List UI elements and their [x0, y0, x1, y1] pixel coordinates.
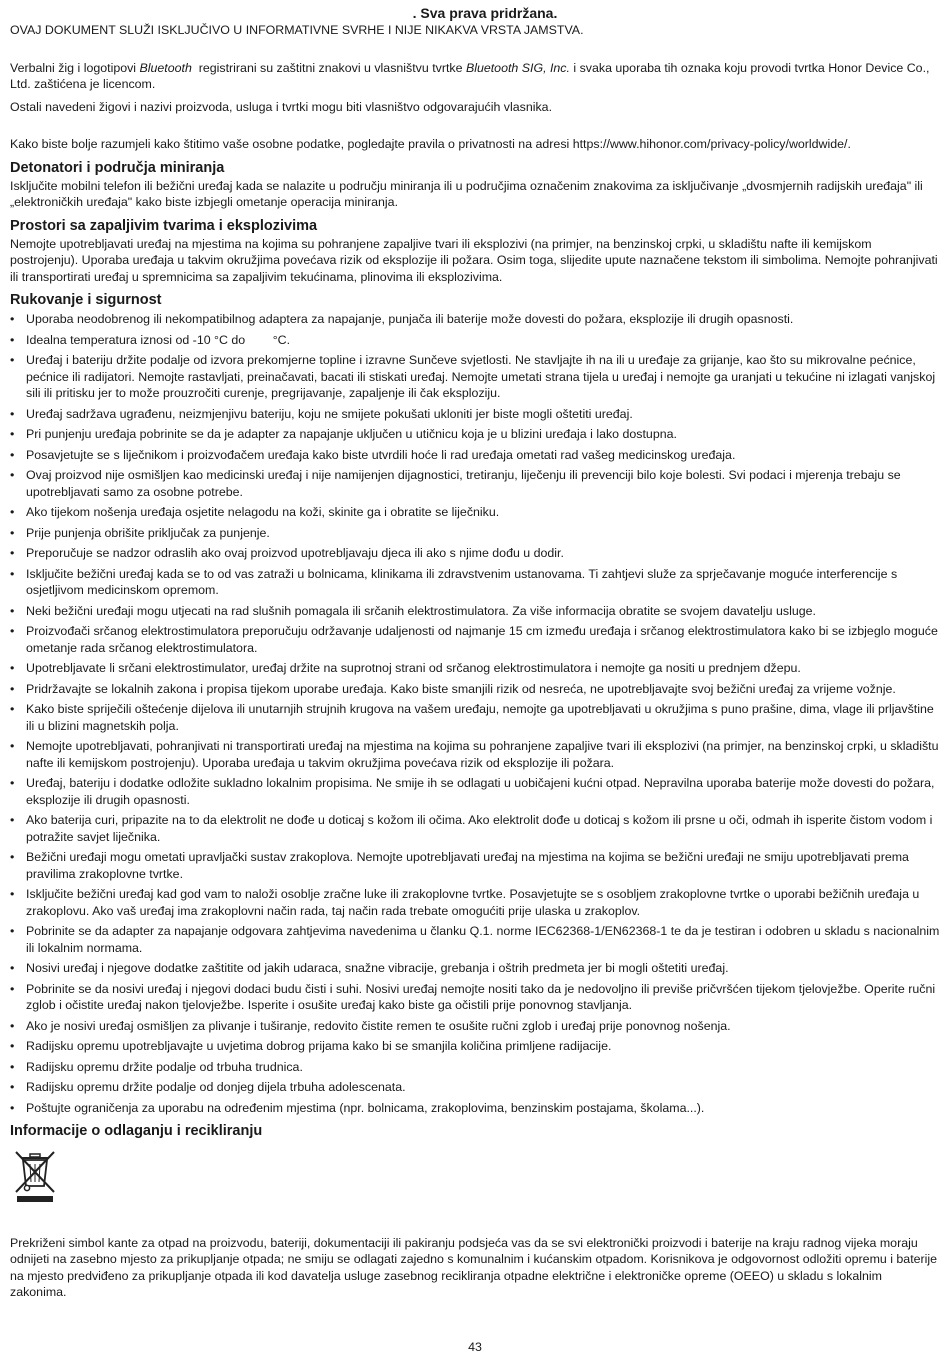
handling-list-item — [10, 1079, 940, 1096]
handling-list-item-text: Poštujte ograničenja za uporabu na određenim mjestima (npr. bolnicama, zrakoplovima, benzinskim postajama, školama...). — [26, 1100, 705, 1115]
bullet-icon: • — [10, 850, 15, 864]
handling-list-item-text: Radijsku opremu držite podalje od trbuha trudnica. — [26, 1059, 303, 1074]
handling-list-item-text: Upotrebljavate li srčani elektrostimulator, uređaj držite na suprotnoj strani od srčanog elektrostimulatora i nemojte ga nositi u prednjem džepu. — [26, 661, 801, 675]
handling-list-item-text: Posavjetujte se s liječnikom i proizvođačem uređaja kako biste utvrdili hoće li rad uređaja ometati rad vašeg medicinskog uređaja. — [26, 447, 736, 462]
trademark-text-mid: registrirani su zaštitni znakovi u vlasništvu tvrtke — [191, 60, 466, 75]
trademark-bluetooth-sig: Bluetooth SIG, Inc. — [465, 60, 570, 75]
handling-list-item — [10, 504, 940, 521]
bullet-icon: • — [10, 739, 15, 753]
handling-list-item-text: Bežični uređaji mogu ometati upravljački sustav zrakoplova. Nemojte upotrebljavati uređaj na mjestima na kojima se bežični uređaji ne smiju upotrebljavati prema pravilima zrakoplovne tvrtke. — [26, 850, 913, 881]
handling-list-item — [10, 849, 940, 882]
section-title-detonators: Detonatori i područja miniranja — [10, 159, 225, 176]
handling-list-item — [10, 981, 940, 1014]
handling-list-item — [10, 603, 940, 620]
handling-list-item — [10, 545, 940, 562]
bullet-icon: • — [10, 525, 15, 540]
handling-list-item — [10, 960, 940, 977]
section-title-handling: Rukovanje i sigurnost — [10, 292, 162, 308]
handling-list-item-text: Isključite bežični uređaj kada se to od vas zatraži u bolnicama, klinikama ili zdravstvenim ustanovama. Ti zahtjevi služe za sprječavanje moguće interferencije s osjetljivom medicinskom opremom. — [26, 566, 901, 597]
bullet-icon: • — [10, 406, 15, 421]
bullet-icon: • — [10, 981, 15, 996]
bullet-icon: • — [10, 332, 15, 347]
handling-list-item-text: Prije punjenja obrišite priključak za punjenje. — [26, 525, 270, 540]
handling-list-item — [10, 660, 940, 677]
handling-list-item — [10, 681, 940, 698]
bullet-icon: • — [10, 505, 15, 519]
handling-list-item-text: Pobrinite se da nosivi uređaj i njegovi dodaci budu čisti i suhi. Nosivi uređaj nemojte nositi tako da je nedovoljno ili previše pričvršćen tijekom tjelovježbe. Operite ručni zglob i očistite uređaj nakon tjelovježbe. Isperite i osušite uređaj kako biste ga očistili prije ponovnog stavljanja. — [26, 981, 939, 1012]
bullet-icon: • — [10, 1018, 15, 1033]
handling-list-item-text: Pri punjenju uređaja pobrinite se da je adapter za napajanje uključen u utičnicu koja je u blizini uređaja i lako dostupna. — [26, 427, 677, 441]
section-title-recycling: Informacije o odlaganju i recikliranju — [10, 1123, 263, 1139]
handling-list-item-text: Radijsku opremu držite podalje od donjeg dijela trbuha adolescenata. — [26, 1080, 406, 1094]
bullet-icon: • — [10, 566, 15, 581]
bullet-icon: • — [10, 353, 15, 367]
handling-list-item — [10, 886, 940, 919]
handling-list-item — [10, 467, 940, 500]
bullet-icon: • — [10, 1059, 15, 1074]
handling-list-item-text: Uređaj sadržava ugrađenu, neizmjenjivu bateriju, koju ne smijete pokušati ukloniti jer biste mogli oštetiti uređaj. — [26, 406, 633, 421]
bullet-icon: • — [10, 603, 15, 618]
handling-list-item — [10, 923, 943, 956]
handling-list-item — [10, 352, 940, 402]
handling-list-item-text: Ovaj proizvod nije osmišljen kao medicinski uređaj i nije namijenjen dijagnostici, tretiranju, liječenju ili prevenciji bilo koje bolesti. Svi podaci i mjerenja trebaju se upotrebljavati samo za osobne potrebe. — [26, 468, 905, 499]
handling-list-item-text: Nemojte upotrebljavati, pohranjivati ni transportirati uređaj na mjestima na kojima su pohranjene zapaljive tvari ili eksplozivi (na primjer, na benzinskoj crpki, u skladištu nafte ili kemijskom postrojenju). Uporaba uređaja u takvim okružjima povećava rizik od eksplozije ili požara. — [26, 739, 942, 770]
trademark-paragraph — [10, 60, 940, 93]
handling-list-item-text: Kako biste spriječili oštećenje dijelova ili unutarnjih strujnih krugova na vašem uređaju, nemojte ga upotrebljavati u okružjima s puno prašine, dima, vlage ili prljavštine ili u blizini magnetskih polja. — [26, 702, 938, 733]
bullet-icon: • — [10, 427, 15, 441]
handling-list-item — [10, 738, 940, 771]
handling-list-item-text: Uporaba neodobrenog ili nekompatibilnog adaptera za napajanje, punjača ili baterije može dovesti do požara, eksplozije ili drugih opasnosti. — [26, 312, 794, 326]
crossed-out-wheelie-bin-icon — [12, 1148, 58, 1204]
handling-list-item — [10, 426, 940, 443]
bullet-icon: • — [10, 681, 15, 696]
handling-list-item — [10, 332, 940, 349]
handling-list-item-text: Ako je nosivi uređaj osmišljen za plivanje i tuširanje, redovito čistite remen te osušite ručni zglob i uređaj prije ponovnog nošenja. — [26, 1018, 731, 1033]
bullet-icon: • — [10, 546, 15, 560]
bullet-icon: • — [10, 887, 15, 901]
privacy-paragraph: Kako biste bolje razumjeli kako štitimo vaše osobne podatke, pogledajte pravila o privatnosti na adresi https://www.hihonor.com/privacy-policy/worldwide/. — [10, 137, 851, 151]
document-page — [10, 4, 943, 1301]
disclaimer: OVAJ DOKUMENT SLUŽI ISKLJUČIVO U INFORMATIVNE SVRHE I NIJE NIKAKVA VRSTA JAMSTVA. — [10, 23, 584, 37]
bullet-icon: • — [10, 447, 15, 462]
handling-list-item-text: Idealna temperatura iznosi od -10 °C do °C. — [26, 332, 291, 347]
handling-list-item-text: Neki bežični uređaji mogu utjecati na rad slušnih pomagala ili srčanih elektrostimulatora. Za više informacija obratite se svojem davatelju usluge. — [26, 603, 816, 618]
copyright-notice: . Sva prava pridržana. — [412, 5, 558, 21]
bullet-icon: • — [10, 1100, 15, 1115]
recycling-paragraph: Prekriženi simbol kante za otpad na proizvodu, bateriji, dokumentaciji ili pakiranju podsjeća vas da se svi elektronički proizvodi i baterije na kraju radnog vijeka moraju odnijeti na zasebno mjesto za prikupljanje otpada; ne smiju se odlagati zajedno s komunalnim i kućanskim otpadom. Korisnikova je odgovornost odložiti opremu i baterije na mjesto predviđeno za prikupljanje otpada ili kod davatelja usluge zasebnog recikliranja otpadne električne i elektroničke opreme (OEEO) u skladu s lokalnim zakonima. — [10, 1235, 938, 1299]
bullet-icon: • — [10, 924, 15, 938]
bullet-icon: • — [10, 1080, 15, 1094]
handling-list-item — [10, 566, 940, 599]
handling-list-item — [10, 775, 940, 808]
bullet-icon: • — [10, 624, 15, 638]
trademark-text-start: Verbalni žig i logotipovi — [10, 60, 140, 75]
page-number: 43 — [468, 1340, 482, 1354]
handling-list-item-text: Pridržavajte se lokalnih zakona i propisa tijekom uporabe uređaja. Kako biste smanjili rizik od nesreća, ne upotrebljavajte svoj bežični uređaj za vrijeme vožnje. — [26, 681, 896, 696]
bullet-icon: • — [10, 468, 15, 482]
handling-list-item — [10, 525, 940, 542]
handling-list-item — [10, 1059, 940, 1076]
section-text-flammable: Nemojte upotrebljavati uređaj na mjestima na kojima su pohranjene zapaljive tvari ili eksplozivi (na primjer, na benzinskoj crpki, u skladištu nafte ili kemijskom postrojenju). Uporaba uređaja u takvim okružjima povećava rizik od eksplozije ili požara. Osim toga, slijedite upute naznačene tekstom ili simbolima. Nemojte pohranjivati ili transportirati uređaj u spremnicima sa zapaljivim tekućinama, plinovima ili eksplozivima. — [10, 236, 938, 284]
handling-list-item-text: Pobrinite se da adapter za napajanje odgovara zahtjevima navedenima u članku Q.1. norme IEC62368-1/EN62368-1 te da je testiran i odobren u skladu s nacionalnim ili lokalnim normama. — [26, 924, 943, 955]
handling-list-item — [10, 812, 940, 845]
handling-list-item-text: Nosivi uređaj i njegove dodatke zaštitite od jakih udaraca, snažne vibracije, grebanja i oštrih predmeta jer bi mogli oštetiti uređaj. — [26, 961, 729, 975]
bullet-icon: • — [10, 661, 15, 675]
section-text-detonators: Isključite mobilni telefon ili bežični uređaj kada se nalazite u području miniranja ili u područjima označenim znakovima za isključivanje „dvosmjernih radijskih uređaja" ili „elektroničkih uređaja" kako biste izbjegli ometanje operacija miniranja. — [10, 178, 923, 209]
section-title-flammable: Prostori sa zapaljivim tvarima i eksplozivima — [10, 217, 318, 234]
handling-list-item-text: Proizvođači srčanog elektrostimulatora preporučuju održavanje udaljenosti od najmanje 15 cm između uređaja i srčanog elektrostimulatora kako bi se izbjeglo moguće ometanje rada srčanog elektrostimulatora. — [26, 624, 942, 655]
handling-list-item-text: Ako baterija curi, pripazite na to da elektrolit ne dođe u doticaj s kožom ili očima. Ako elektrolit dođe u doticaj s kožom ili prsne u oči, odmah ih isperite čistom vodom i potražite savjet liječnika. — [26, 813, 936, 844]
bullet-icon: • — [10, 702, 15, 716]
trademark-text-end: i svaka uporaba tih oznaka koju provodi tvrtka Honor Device Co., Ltd. zaštićena je licencom. — [10, 60, 930, 91]
bullet-icon: • — [10, 776, 15, 790]
handling-list-item-text: Isključite bežični uređaj kad god vam to naloži osoblje zračne luke ili zrakoplovne tvrtke. Posavjetujte se s osobljem zrakoplovne tvrtke o uporabi bežičnih uređaja u zrakoplovu. Ako vaš uređaj ima zrakoplovni način rada, taj način rada trebate omogućiti prije ulaska u zrakoplov. — [26, 887, 923, 918]
handling-list-item-text: Radijsku opremu upotrebljavajte u uvjetima dobrog prijama kako bi se smanjila količina primljene radijacije. — [26, 1039, 612, 1053]
handling-list-item — [10, 311, 940, 328]
handling-list-item-text: Preporučuje se nadzor odraslih ako ovaj proizvod upotrebljavaju djeca ili ako s njime dođu u dodir. — [26, 546, 564, 560]
handling-list-item-text: Ako tijekom nošenja uređaja osjetite nelagodu na koži, skinite ga i obratite se liječniku. — [26, 505, 500, 519]
handling-list-item — [10, 701, 940, 734]
bullet-icon: • — [10, 1039, 15, 1053]
bullet-icon: • — [10, 961, 15, 975]
handling-list-item — [10, 623, 940, 656]
bullet-icon: • — [10, 813, 15, 827]
handling-list — [10, 311, 943, 1116]
bullet-icon: • — [10, 312, 15, 326]
handling-list-item — [10, 1018, 940, 1035]
other-trademarks-paragraph: Ostali navedeni žigovi i nazivi proizvoda, usluga i tvrtki mogu biti vlasništvo odgovarajućih vlasnika. — [10, 99, 553, 114]
handling-list-item — [10, 1100, 940, 1117]
handling-list-item — [10, 447, 940, 464]
trademark-bluetooth: Bluetooth — [139, 60, 192, 75]
handling-list-item-text: Uređaj i bateriju držite podalje od izvora prekomjerne topline i izravne Sunčeve svjetlosti. Ne stavljajte ih na ili u uređaje za grijanje, kao što su mikrovalne pećnice, pećnice ili radijatori. Nemojte rastavljati, preinačavati, bacati ili stiskati uređaj. Nemojte umetati strana tijela u uređaj i nemojte ga uranjati u tekućine ni izlagati vanjskoj sili ili pritisku jer to može prouzročiti curenje, pregrijavanje, zapaljenje ili čak eksploziju. — [26, 353, 939, 400]
handling-list-item — [10, 1038, 940, 1055]
handling-list-item — [10, 406, 940, 423]
handling-list-item-text: Uređaj, bateriju i dodatke odložite sukladno lokalnim propisima. Ne smije ih se odlagati u uobičajeni kućni otpad. Nepravilna uporaba baterije može dovesti do požara, eksplozije ili drugih opasnosti. — [26, 776, 938, 807]
